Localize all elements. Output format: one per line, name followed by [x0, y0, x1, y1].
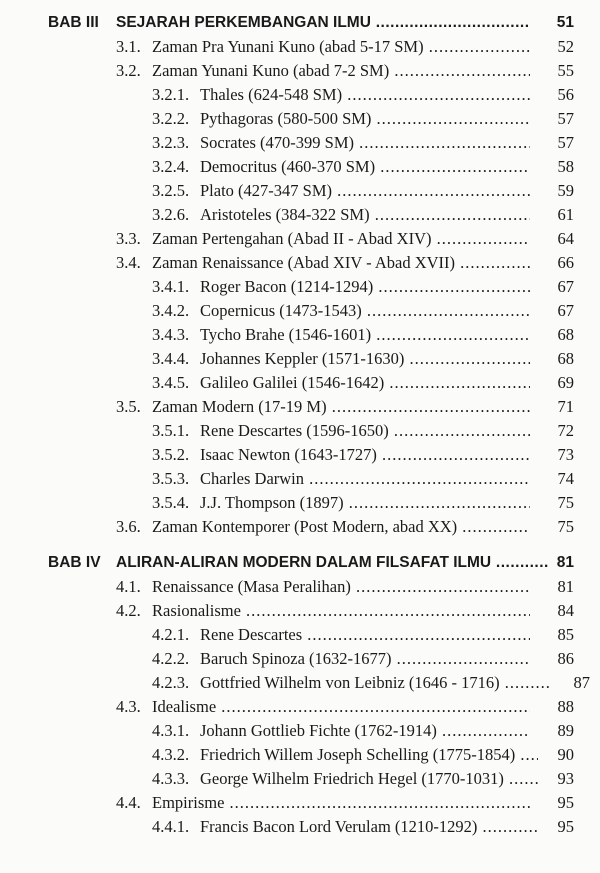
- page-number: 81: [556, 554, 574, 571]
- subsection-title: Plato (427-347 SM) .....: [200, 179, 530, 203]
- subsection-title: Baruch Spinoza (1632-1677) .....: [200, 647, 530, 671]
- toc-entry: [0, 671, 600, 695]
- page-number: 75: [557, 493, 574, 512]
- subsection-title: Charles Darwin .....: [200, 467, 530, 491]
- page-number: 89: [557, 721, 574, 740]
- page-number: 57: [557, 133, 574, 152]
- section-number: 3.6.: [116, 517, 141, 536]
- toc-entry: [0, 35, 600, 59]
- page-number: 58: [557, 157, 574, 176]
- toc-entry: [0, 131, 600, 155]
- toc-entry: [0, 443, 600, 467]
- subsection-title: Friedrich Willem Joseph Schelling (1775-1854) .....: [200, 743, 538, 767]
- subsection-number: 3.2.3.: [152, 133, 190, 152]
- section-number: 3.1.: [116, 37, 141, 56]
- toc-entry: [0, 83, 600, 107]
- toc-entry: [0, 623, 600, 647]
- subsection-number: 4.2.1.: [152, 625, 190, 644]
- section-title: Zaman Kontemporer (Post Modern, abad XX) .....: [152, 515, 530, 539]
- toc-entry: [0, 575, 600, 599]
- chapter-title: SEJARAH PERKEMBANGAN ILMU .....: [116, 11, 528, 35]
- subsection-number: 3.5.4.: [152, 493, 190, 512]
- toc-entry: [0, 767, 600, 791]
- page-number: 81: [557, 577, 574, 596]
- subsection-number: 4.2.2.: [152, 649, 190, 668]
- subsection-number: 3.4.4.: [152, 349, 190, 368]
- toc-entry: [0, 491, 600, 515]
- subsection-title: Gottfried Wilhelm von Leibniz (1646 - 1716) .....: [200, 671, 552, 695]
- page-number: 73: [557, 445, 574, 464]
- toc-entry: [0, 599, 600, 623]
- toc-entry: [0, 179, 600, 203]
- subsection-number: 4.3.3.: [152, 769, 190, 788]
- page-number: 67: [557, 301, 574, 320]
- section-title: Zaman Pertengahan (Abad II - Abad XIV) .....: [152, 227, 530, 251]
- page-number: 93: [557, 769, 574, 788]
- subsection-number: 3.2.1.: [152, 85, 190, 104]
- subsection-number: 3.4.5.: [152, 373, 190, 392]
- page-number: 67: [557, 277, 574, 296]
- toc-entry: [0, 647, 600, 671]
- subsection-title: George Wilhelm Friedrich Hegel (1770-1031) .....: [200, 767, 538, 791]
- subsection-title: Johannes Keppler (1571-1630) .....: [200, 347, 530, 371]
- section-number: 4.2.: [116, 601, 141, 620]
- subsection-number: 3.4.3.: [152, 325, 190, 344]
- subsection-number: 3.5.2.: [152, 445, 190, 464]
- page-number: 61: [557, 205, 574, 224]
- toc-entry: [0, 467, 600, 491]
- section-title: Idealisme .....: [152, 695, 530, 719]
- subsection-number: 3.2.2.: [152, 109, 190, 128]
- toc-entry: [0, 743, 600, 767]
- subsection-title: Isaac Newton (1643-1727) .....: [200, 443, 530, 467]
- section-title: Zaman Modern (17-19 M) .....: [152, 395, 530, 419]
- toc-entry: [0, 275, 600, 299]
- section-number: 3.5.: [116, 397, 141, 416]
- page-number: 68: [557, 349, 574, 368]
- section-number: 4.1.: [116, 577, 141, 596]
- page-number: 88: [557, 697, 574, 716]
- toc-entry: [0, 347, 600, 371]
- page-number: 87: [573, 673, 590, 692]
- section-number: 4.3.: [116, 697, 141, 716]
- subsection-number: 4.3.2.: [152, 745, 190, 764]
- toc-entry: [0, 419, 600, 443]
- toc-entry: [0, 227, 600, 251]
- toc-entry: [0, 59, 600, 83]
- toc-entry: [0, 695, 600, 719]
- toc-entry: [0, 107, 600, 131]
- section-title: Rasionalisme .....: [152, 599, 530, 623]
- page-number: 84: [557, 601, 574, 620]
- section-number: 3.4.: [116, 253, 141, 272]
- toc-entry: [0, 299, 600, 323]
- page-number: 90: [557, 745, 574, 764]
- toc-entry: [0, 371, 600, 395]
- page-number: 59: [557, 181, 574, 200]
- chapter-heading: [0, 551, 600, 575]
- section-title: Zaman Pra Yunani Kuno (abad 5-17 SM) .....: [152, 35, 530, 59]
- subsection-number: 4.2.3.: [152, 673, 190, 692]
- page-number: 64: [557, 229, 574, 248]
- page-number: 55: [557, 61, 574, 80]
- toc-entry: [0, 791, 600, 815]
- subsection-title: Aristoteles (384-322 SM) .....: [200, 203, 530, 227]
- subsection-number: 4.3.1.: [152, 721, 190, 740]
- page-number: 68: [557, 325, 574, 344]
- page-number: 71: [557, 397, 574, 416]
- page-number: 86: [557, 649, 574, 668]
- subsection-number: 3.4.2.: [152, 301, 190, 320]
- toc-entry: [0, 203, 600, 227]
- chapter-title: ALIRAN-ALIRAN MODERN DALAM FILSAFAT ILMU .....: [116, 551, 548, 575]
- toc-entry: [0, 323, 600, 347]
- subsection-number: 3.2.5.: [152, 181, 190, 200]
- section-number: 4.4.: [116, 793, 141, 812]
- section-title: Zaman Renaissance (Abad XIV - Abad XVII) .....: [152, 251, 530, 275]
- section-title: Renaissance (Masa Peralihan) .....: [152, 575, 530, 599]
- subsection-title: Francis Bacon Lord Verulam (1210-1292) .....: [200, 815, 538, 839]
- subsection-number: 3.2.4.: [152, 157, 190, 176]
- subsection-number: 3.2.6.: [152, 205, 190, 224]
- subsection-number: 3.4.1.: [152, 277, 190, 296]
- page-number: 51: [556, 14, 574, 31]
- chapter-label: BAB III: [48, 14, 99, 31]
- subsection-title: Roger Bacon (1214-1294) .....: [200, 275, 530, 299]
- toc-entry: [0, 155, 600, 179]
- page-number: 85: [557, 625, 574, 644]
- page-number: 52: [557, 37, 574, 56]
- toc-entry: [0, 251, 600, 275]
- page-number: 69: [557, 373, 574, 392]
- chapter-heading: [0, 11, 600, 35]
- section-title: Empirisme .....: [152, 791, 530, 815]
- subsection-title: Rene Descartes .....: [200, 623, 530, 647]
- section-title: Zaman Yunani Kuno (abad 7-2 SM) .....: [152, 59, 530, 83]
- subsection-title: Galileo Galilei (1546-1642) .....: [200, 371, 530, 395]
- page-number: 74: [557, 469, 574, 488]
- page-number: 57: [557, 109, 574, 128]
- section-number: 3.2.: [116, 61, 141, 80]
- subsection-title: Rene Descartes (1596-1650) .....: [200, 419, 530, 443]
- subsection-number: 3.5.1.: [152, 421, 190, 440]
- subsection-title: J.J. Thompson (1897) .....: [200, 491, 530, 515]
- page-number: 95: [557, 817, 574, 836]
- section-number: 3.3.: [116, 229, 141, 248]
- subsection-number: 4.4.1.: [152, 817, 190, 836]
- subsection-title: Copernicus (1473-1543) .....: [200, 299, 530, 323]
- toc-entry: [0, 815, 600, 839]
- subsection-title: Tycho Brahe (1546-1601) .....: [200, 323, 530, 347]
- chapter-label: BAB IV: [48, 554, 101, 571]
- subsection-title: Pythagoras (580-500 SM) .....: [200, 107, 530, 131]
- toc-entry: [0, 395, 600, 419]
- page-number: 56: [557, 85, 574, 104]
- toc-entry: [0, 719, 600, 743]
- page-number: 75: [557, 517, 574, 536]
- page-number: 72: [557, 421, 574, 440]
- subsection-title: Socrates (470-399 SM) .....: [200, 131, 530, 155]
- subsection-number: 3.5.3.: [152, 469, 190, 488]
- page-number: 66: [557, 253, 574, 272]
- subsection-title: Thales (624-548 SM) .....: [200, 83, 530, 107]
- subsection-title: Johann Gottlieb Fichte (1762-1914) .....: [200, 719, 530, 743]
- toc-entry: [0, 515, 600, 539]
- subsection-title: Democritus (460-370 SM) .....: [200, 155, 530, 179]
- page-number: 95: [557, 793, 574, 812]
